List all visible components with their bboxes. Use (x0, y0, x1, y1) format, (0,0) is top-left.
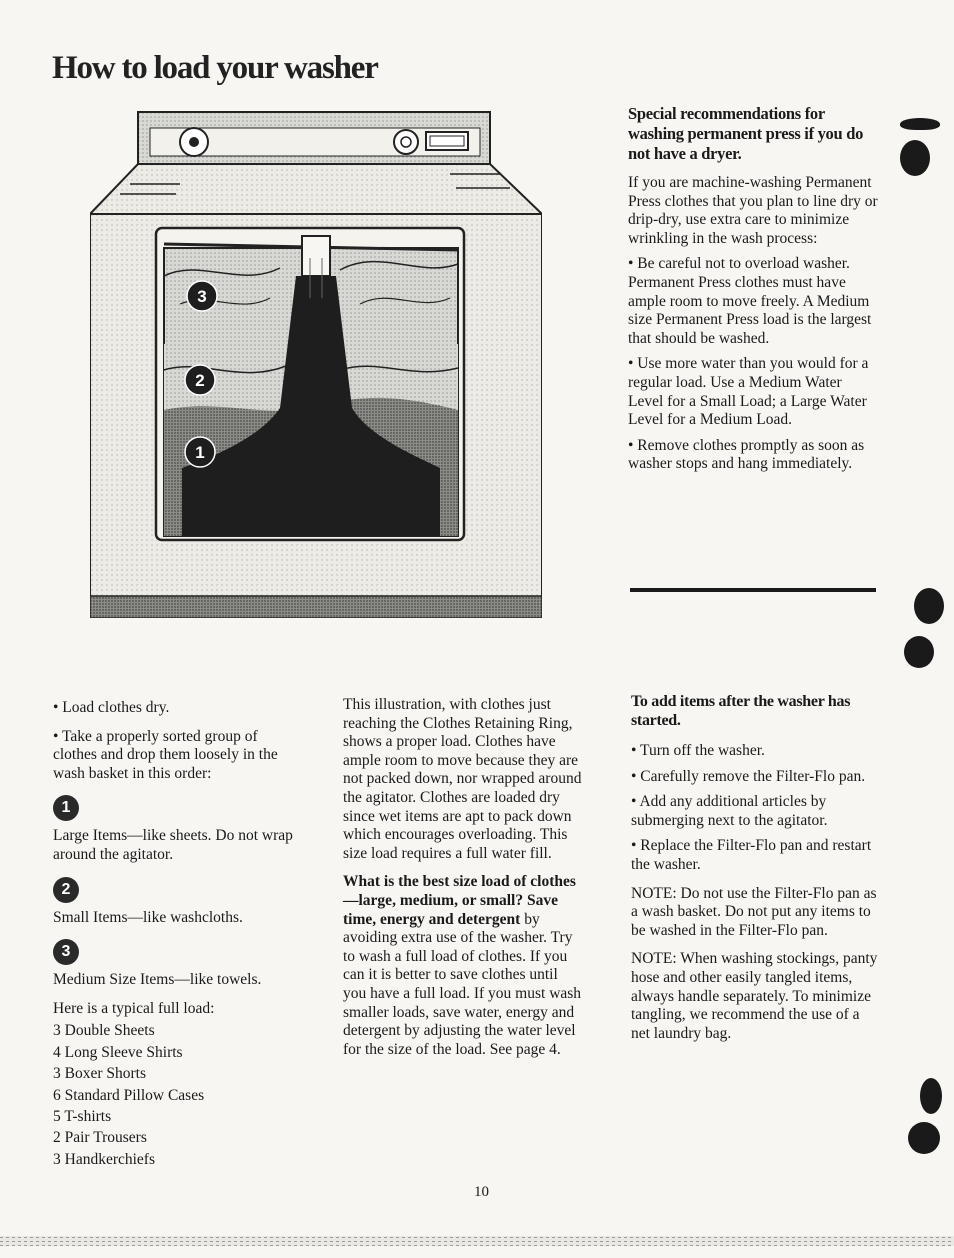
level-badge-1 (185, 437, 215, 467)
page-number: 10 (474, 1184, 489, 1200)
loading-steps-column (53, 699, 293, 1170)
note: NOTE: Do not use the Filter-Flo pan as a wash basket. Do not put any items to be washed in the Filter-Flo pan. (631, 884, 877, 939)
paragraph (343, 873, 583, 1059)
washer-top (90, 164, 542, 214)
svg-text:2: 2 (195, 371, 205, 390)
bullet-item: • Be careful not to overload washer. Permanent Press clothes must have ample room to move freely. A Medium size Permanent Press load is the largest that should be washed. (628, 255, 872, 347)
svg-text:1: 1 (195, 443, 205, 462)
binder-hole-mark (900, 140, 930, 176)
step-badge-1: 1 (53, 795, 79, 821)
note: NOTE: When washing stockings, panty hose and other easily tangled items, always handle separately. To minimize tangling, we recommend the use of a net laundry bag. (631, 950, 878, 1042)
paragraph-text: by avoiding extra use of the washer. Try to wash a full load of clothes. If you can it is better to save clothes until you have a full load. If you must wash smaller loads, save water, energy and detergent by adjusting the water level for the size of the load. See page 4. (343, 910, 582, 1058)
list-item: 6 Standard Pillow Cases (53, 1086, 205, 1104)
binder-hole-mark (900, 118, 940, 130)
list-item: 5 T-shirts (53, 1107, 112, 1125)
typical-load-label: Here is a typical full load: (53, 999, 215, 1017)
level-badge-3 (187, 281, 217, 311)
list-item: 4 Long Sleeve Shirts (53, 1043, 183, 1061)
bullet-item: • Take a properly sorted group of clothes and drop them loosely in the wash basket in this order: (53, 727, 278, 782)
paragraph: If you are machine-washing Permanent Press clothes that you plan to line dry or drip-dry, use extra care to minimize wrinkling in the wash process: (628, 174, 878, 247)
washer-illustration (90, 108, 542, 618)
list-item: 3 Handkerchiefs (53, 1150, 155, 1168)
bullet-item: • Remove clothes promptly as soon as washer stops and hang immediately. (628, 436, 865, 473)
step-text: Large Items—like sheets. Do not wrap around the agitator. (53, 827, 293, 863)
binder-hole-mark (908, 1122, 940, 1154)
section-heading: Special recommendations for washing permanent press if you do not have a dryer. (628, 104, 864, 163)
paragraph: This illustration, with clothes just reaching the Clothes Retaining Ring, shows a proper load. Clothes have ample room to move because they are not packed down, nor wrapped around the agitator. Clothes are loaded dry since wet items are apt to pack down which encourages overloading. This size load requires a full water fill. (343, 696, 582, 862)
level-badge-2 (185, 365, 215, 395)
inline-heading: What is the best size load of clothes—large, medium, or small? Save time, energy and detergent (343, 873, 576, 928)
permanent-press-section (628, 104, 878, 481)
add-items-column (631, 692, 881, 1050)
step-badge-3: 3 (53, 939, 79, 965)
step-text: Small Items—like washcloths. (53, 908, 243, 926)
step-text: Medium Size Items—like towels. (53, 971, 262, 989)
bullet-item: • Use more water than you would for a regular load. Use a Medium Water Level for a Small Load; a Large Water Level for a Medium Load. (628, 355, 869, 429)
step-badge-2: 2 (53, 877, 79, 903)
binder-hole-mark (914, 588, 944, 624)
list-item: 3 Double Sheets (53, 1022, 155, 1040)
binder-hole-mark (920, 1078, 942, 1114)
bullet-item: • Turn off the washer. (631, 742, 765, 759)
list-item: 3 Boxer Shorts (53, 1065, 146, 1083)
bullet-item: • Add any additional articles by submerging next to the agitator. (631, 793, 828, 829)
scan-edge (0, 1232, 954, 1248)
section-heading: To add items after the washer has started. (631, 693, 851, 729)
binder-hole-mark (904, 636, 934, 668)
bullet-item: • Carefully remove the Filter-Flo pan. (631, 767, 866, 785)
bullet-item: • Load clothes dry. (53, 699, 170, 716)
list-item: 2 Pair Trousers (53, 1129, 147, 1147)
bullet-item: • Replace the Filter-Flo pan and restart the washer. (631, 837, 872, 873)
divider (630, 588, 876, 592)
control-panel (138, 112, 490, 164)
typical-load-list (53, 1020, 293, 1170)
page-title: How to load your washer (52, 50, 378, 86)
svg-text:3: 3 (197, 287, 207, 306)
load-size-column (343, 696, 583, 1066)
